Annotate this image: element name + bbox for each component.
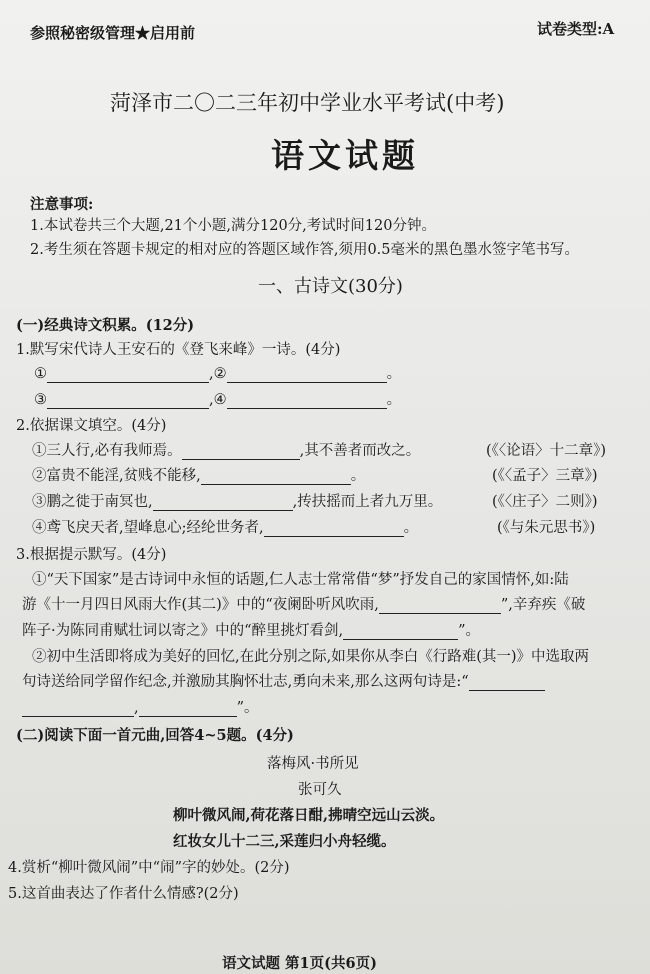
secrecy-label: 参照秘密级管理★启用前 (30, 24, 196, 42)
q1-mark-4: ③ (34, 392, 47, 408)
q2-line-4 (32, 516, 418, 537)
q3-prompt: 3.根据提示默写。(4分) (16, 547, 167, 563)
poem-line-1: 柳叶微风闹,荷花落日酣,拂晴空远山云淡。 (173, 807, 445, 824)
q2-line-2-text: ②富贵不能淫,贫贱不能移, (32, 468, 201, 484)
q3-p2-line2 (22, 670, 545, 691)
notes-heading: 注意事项: (30, 196, 94, 213)
q3-blank-2[interactable] (343, 623, 458, 640)
q2-source-3: (《〈庄子〉二则》) (492, 494, 598, 510)
page-footer: 语文试题 第1页(共6页) (222, 955, 377, 972)
part-two-heading: (二)阅读下面一首元曲,回答4~5题。(4分) (16, 727, 294, 744)
q1-mark-2: ,② (209, 366, 227, 382)
q1-line-b (34, 388, 401, 409)
q3-p1-line1: ①“天下国家”是古诗词中永恒的话题,仁人志士常常借“梦”抒发自己的家国情怀,如:陆 (32, 572, 569, 588)
q2-blank-1[interactable] (182, 443, 300, 460)
q1-mark-5: ,④ (209, 392, 227, 408)
q3-blank-4[interactable] (22, 700, 134, 717)
q2-line-3-tail: ,抟扶摇而上者九万里。 (292, 494, 443, 510)
section-one-heading: 一、古诗文(30分) (258, 276, 403, 297)
q2-blank-4[interactable] (264, 520, 404, 537)
q3-p1-line2-text: 游《十一月四日风雨大作(其二)》中的“夜阑卧听风吹雨, (22, 597, 379, 613)
q3-p1-line2-tail: ”,辛弃疾《破 (500, 597, 586, 613)
note-item-2: 2.考生须在答题卡规定的相对应的答题区域作答,须用0.5毫米的黑色墨水签字笔书写。 (30, 242, 580, 258)
poem-title: 落梅风·书所见 (267, 756, 359, 772)
q1-blank-4[interactable] (227, 392, 387, 409)
q1-prompt: 1.默写宋代诗人王安石的《登飞来峰》一诗。(4分) (16, 342, 341, 358)
q1-line-a (34, 362, 401, 383)
q2-source-4: (《与朱元思书》) (497, 520, 596, 536)
q1-blank-1[interactable] (47, 366, 209, 383)
q2-line-4-text: ④鸢飞戾天者,望峰息心;经纶世务者, (32, 520, 264, 536)
q3-p1-line3-text: 阵子·为陈同甫赋壮词以寄之》中的“醉里挑灯看剑, (22, 623, 344, 639)
poem-author: 张可久 (298, 782, 342, 798)
note-item-1: 1.本试卷共三个大题,21个小题,满分120分,考试时间120分钟。 (30, 218, 436, 234)
q2-line-1-text: ①三人行,必有我师焉。 (32, 443, 182, 459)
q1-blank-2[interactable] (227, 366, 387, 383)
q1-mark-3: 。 (386, 366, 402, 382)
q3-p2-line3 (22, 696, 259, 717)
q2-line-4-tail: 。 (403, 520, 419, 536)
q3-p2-line3-tail: ”。 (236, 700, 259, 716)
part-one-heading: (一)经典诗文积累。(12分) (16, 317, 195, 334)
q2-line-3-text: ③鹏之徙于南冥也, (32, 494, 153, 510)
q2-line-2 (32, 464, 365, 485)
q1-mark-6: 。 (386, 392, 402, 408)
q2-source-1: (《〈论语〉十二章》) (486, 443, 607, 459)
q2-blank-3[interactable] (153, 494, 293, 511)
q2-line-1 (32, 439, 420, 460)
q2-line-1-tail: ,其不善者而改之。 (299, 443, 421, 459)
q3-p1-line3 (22, 619, 480, 640)
q3-p1-line2 (22, 593, 585, 614)
q2-source-2: (《〈孟子〉三章》) (492, 468, 598, 484)
q2-prompt: 2.依据课文填空。(4分) (16, 418, 167, 434)
q3-blank-3[interactable] (469, 674, 545, 691)
q4-prompt: 4.赏析“柳叶微风闹”中“闹”字的妙处。(2分) (8, 860, 290, 876)
q2-line-3 (32, 490, 442, 511)
q5-prompt: 5.这首曲表达了作者什么情感?(2分) (8, 886, 239, 902)
q3-blank-1[interactable] (379, 597, 501, 614)
q2-line-2-tail: 。 (350, 468, 366, 484)
q1-blank-3[interactable] (47, 392, 209, 409)
q3-p1-line3-tail: ”。 (458, 623, 481, 639)
q3-p2-line2-text: 句诗送给同学留作纪念,并激励其胸怀壮志,勇向未来,那么这两句诗是:“ (22, 674, 469, 690)
q1-mark-1: ① (34, 366, 47, 382)
poem-line-2: 红妆女儿十二三,采莲归小舟轻缆。 (173, 833, 396, 850)
q3-p2-line1: ②初中生活即将成为美好的回忆,在此分别之际,如果你从李白《行路难(其一)》中选取两 (32, 649, 590, 665)
paper-type-label: 试卷类型:A (537, 20, 615, 38)
subject-title: 语文试题 (271, 136, 419, 175)
exam-title: 菏泽市二〇二三年初中学业水平考试(中考) (110, 91, 505, 115)
q2-blank-2[interactable] (201, 468, 351, 485)
q3-p2-line3-comma: , (134, 700, 139, 716)
q3-blank-5[interactable] (139, 700, 237, 717)
